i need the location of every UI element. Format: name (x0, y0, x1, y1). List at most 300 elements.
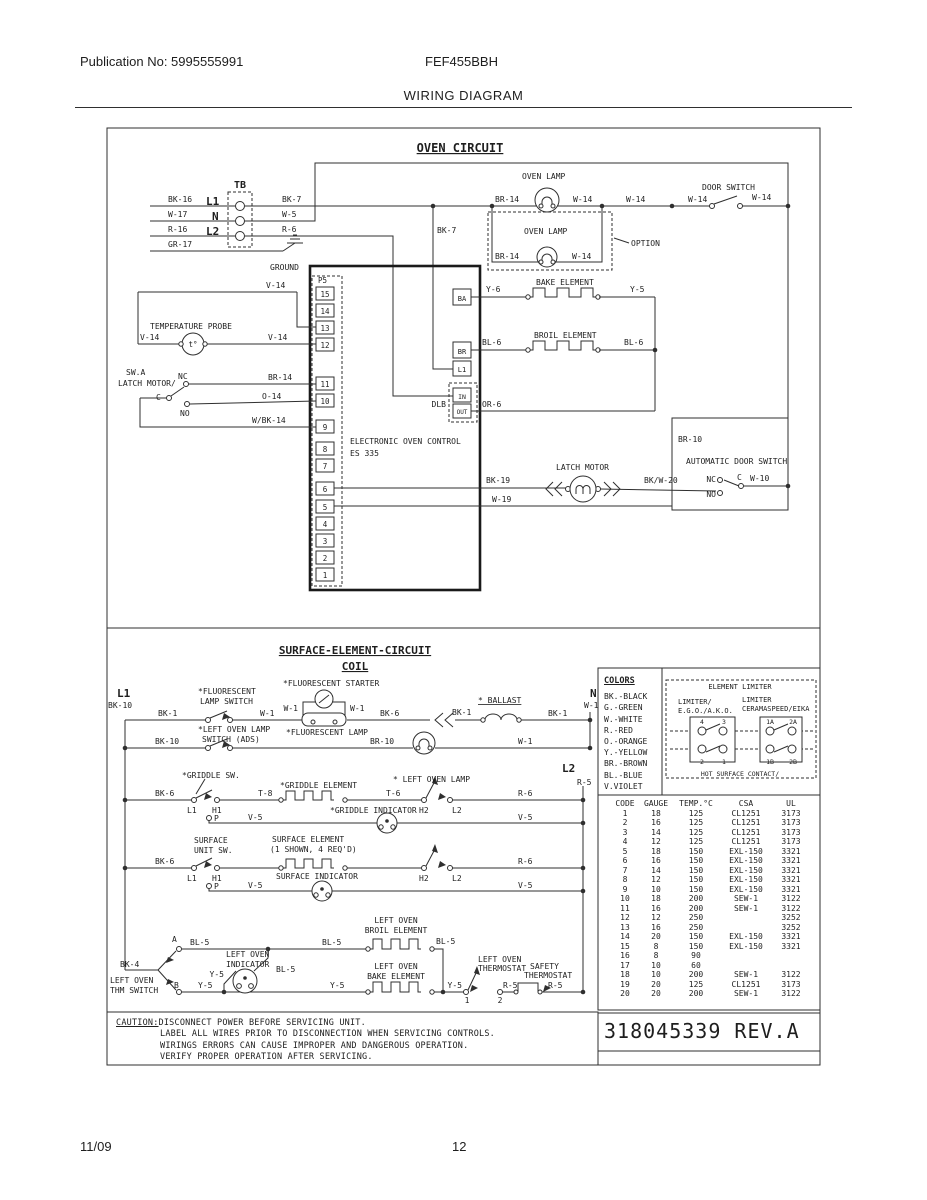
wire-table-cell: 16 (651, 856, 661, 865)
wire-table-cell: 150 (688, 932, 704, 941)
diagram-label: LIMITER/ (678, 698, 712, 706)
diagram-label: *GRIDDLE INDICATOR (330, 806, 417, 815)
wire-table-header-cell: TEMP.°C (679, 799, 713, 808)
diagram-label: 7 (322, 462, 328, 471)
wire-table-cell: 3321 (781, 856, 801, 865)
left-oven-lamp (413, 732, 435, 754)
diagram-label: SWITCH (ADS) (202, 735, 260, 744)
diagram-label: H2 (419, 806, 429, 815)
wire-table-cell: 15 (620, 941, 630, 951)
wire-table-cell: SEW-1 (733, 903, 759, 913)
wire-table-cell: 3321 (781, 884, 801, 894)
diagram-label: BK-1 (452, 708, 472, 717)
diagram-label: BL-5 (276, 965, 296, 974)
wire-table-cell: 6 (622, 856, 628, 865)
diagram-label: LATCH MOTOR (556, 463, 609, 472)
wire-table-row (612, 866, 814, 876)
diagram-label: (1 SHOWN, 4 REQ'D) (270, 845, 357, 854)
wire-table-header (612, 799, 814, 809)
fluorescent-lamp (302, 713, 346, 726)
wire-table-cell: 7 (622, 865, 628, 875)
diagram-label: L2 (452, 874, 462, 883)
diagram-label: TB (233, 180, 247, 191)
diagram-label: W-5 (282, 210, 297, 219)
wire-table-cell: 11 (620, 903, 630, 913)
diagram-label: C (737, 473, 742, 482)
diagram-label: ELECTRONIC OVEN CONTROL (350, 437, 461, 446)
surface-indicator (312, 881, 332, 901)
wire-table-cell: 3321 (781, 865, 801, 875)
wire-table-row (612, 961, 814, 971)
diagram-label: BROIL ELEMENT (534, 331, 597, 340)
diagram-label: R-5 (577, 778, 592, 787)
diagram-label: INDICATOR (226, 960, 270, 969)
wire-table-cell: SEW-1 (733, 989, 759, 998)
wire-table-cell: 16 (620, 951, 630, 960)
diagram-label: L1 (187, 874, 197, 883)
color-code-item: W.-WHITE (604, 714, 643, 724)
diagram-label: N (590, 687, 597, 700)
wire-table-cell: CL1251 (731, 808, 761, 818)
wire-table-cell (718, 961, 774, 971)
wire-table-cell (774, 961, 808, 971)
diagram-label: BR-14 (268, 373, 293, 382)
diagram-label: N (212, 210, 219, 223)
colors-legend-list (604, 691, 658, 792)
diagram-label: BA (457, 295, 467, 303)
wire-table-cell: 150 (688, 884, 704, 894)
diagram-label: 9 (322, 423, 328, 432)
wire-table-cell: 3122 (781, 894, 801, 903)
caution-line: LABEL ALL WIRES PRIOR TO DISCONNECTION WHEN SERVICING CONTROLS. (160, 1029, 495, 1040)
diagram-label: Y-5 (630, 285, 645, 294)
diagram-label: E.G.O./A.K.O. (678, 707, 733, 715)
diagram-label: LEFT OVEN (374, 962, 418, 971)
wire-table-row (612, 885, 814, 895)
wire-table-cell: 18 (651, 808, 661, 818)
diagram-label: BL-5 (322, 938, 342, 947)
diagram-label: 11 (320, 380, 330, 389)
wire-table-cell: 16 (651, 903, 661, 913)
diagram-label: W-17 (168, 210, 188, 219)
diagram-label: V-14 (268, 333, 288, 342)
wire-table-cell: 200 (688, 970, 704, 979)
diagram-label: W-14 (752, 193, 772, 202)
wire-table-cell: 3 (622, 827, 628, 837)
diagram-label: BK-19 (486, 476, 511, 485)
diagram-label: C (156, 393, 161, 402)
wire-table-cell: 20 (651, 932, 661, 941)
ground-symbol (283, 235, 303, 251)
wire-table-cell: 10 (651, 960, 661, 970)
diagram-label: AUTOMATIC DOOR SWITCH (686, 457, 788, 466)
caution-label: CAUTION: (116, 1018, 159, 1028)
diagram-label: NO (180, 409, 190, 418)
wire-table-cell: 3173 (781, 837, 801, 846)
diagram-label: T-6 (386, 789, 401, 798)
diagram-label: * LEFT OVEN LAMP (393, 775, 471, 784)
wire-table-cell: 3173 (781, 827, 801, 837)
fluorescent-lamp-row (125, 711, 590, 727)
diagram-label: SURFACE (194, 836, 228, 845)
diagram-label: 15 (320, 290, 330, 299)
wire-table-cell: 3173 (781, 808, 801, 818)
wire-table-row (612, 904, 814, 914)
wire-table-cell (718, 913, 774, 923)
diagram-label: 1B (766, 758, 774, 766)
caution-text: DISCONNECT POWER BEFORE SERVICING UNIT. (158, 1018, 366, 1028)
caution-line (116, 1018, 592, 1029)
diagram-label: LEFT OVEN (110, 976, 154, 985)
diagram-label: T-8 (258, 789, 273, 798)
diagram-label: BK-16 (168, 195, 193, 204)
model-number: FEF455BBH (425, 54, 498, 69)
wire-table-row (612, 951, 814, 961)
diagram-label: BR-10 (678, 435, 703, 444)
diagram-label: W-14 (572, 252, 592, 261)
color-code-item: BK.-BLACK (604, 692, 648, 702)
diagram-label: NO (706, 490, 716, 499)
wire-table-row (612, 818, 814, 828)
wire-table-row (612, 847, 814, 857)
diagram-label: BR (457, 348, 467, 356)
wire-table-header-cell: CODE (615, 799, 635, 808)
wire-table-cell: 14 (651, 827, 661, 837)
diagram-label: BK-4 (120, 960, 140, 969)
wire-table-cell: EXL-150 (729, 865, 763, 875)
wire-table-cell: 150 (688, 856, 704, 865)
diagram-label: *GRIDDLE SW. (182, 771, 240, 780)
surface-element (283, 859, 334, 868)
wire-table-cell: 3122 (781, 989, 801, 998)
diagram-label: Y-5 (209, 970, 224, 979)
diagram-label: THERMOSTAT (524, 971, 573, 980)
diagram-label: W-1 (584, 701, 599, 710)
diagram-label: 2A (789, 718, 797, 726)
color-code-item: G.-GREEN (604, 703, 643, 713)
diagram-label: W-1 (350, 704, 365, 713)
wire-table-row (612, 837, 814, 847)
diagram-label: SAFETY (530, 962, 559, 971)
diagram-label: W-1 (518, 737, 533, 746)
wire-table-cell: 150 (688, 865, 704, 875)
diagram-label: GROUND (270, 263, 299, 272)
diagram-label: DLB (431, 400, 446, 409)
diagram-label: H1 (212, 874, 222, 883)
wire-table-cell: 250 (688, 913, 704, 922)
diagram-label: L1 (457, 366, 467, 374)
diagram-label: 4 (700, 718, 704, 726)
diagram-label: LATCH MOTOR/ (118, 379, 176, 388)
color-code-item: Y.-YELLOW (604, 748, 648, 758)
diagram-label: 1 (464, 996, 470, 1005)
wire-table-cell: 3321 (781, 875, 801, 884)
griddle-indicator (377, 813, 397, 833)
wire-table-cell (774, 951, 808, 961)
wire-table-body (612, 809, 814, 999)
wire-table-header-cell: UL (786, 799, 796, 808)
diagram-label: OR-6 (482, 400, 502, 409)
color-code-item: V.VIOLET (604, 781, 643, 791)
caution-line: VERIFY PROPER OPERATION AFTER SERVICING. (160, 1051, 373, 1062)
footer-date: 11/09 (80, 1139, 112, 1154)
diagram-label: BR-14 (495, 195, 520, 204)
wire-gauge-table (612, 799, 814, 999)
wire-table-cell: 18 (651, 846, 661, 856)
wire-table-cell: 150 (688, 846, 704, 856)
diagram-label: BK/W-20 (644, 476, 678, 485)
electronic-oven-control (310, 266, 480, 590)
wire-table-cell: 8 (622, 875, 628, 884)
diagram-label: * BALLAST (478, 696, 522, 705)
wire-table-cell: EXL-150 (729, 932, 763, 941)
wire-table-cell: 16 (651, 922, 661, 932)
wire-table-cell: 20 (651, 989, 661, 998)
diagram-label: BK-10 (108, 701, 133, 710)
diagram-label: 12 (320, 341, 330, 350)
wire-table-row (612, 923, 814, 933)
oven-lamp (535, 188, 559, 212)
wire-table-cell: 250 (688, 922, 704, 932)
diagram-label: A (172, 935, 177, 944)
diagram-label: BL-6 (482, 338, 502, 347)
color-code-item: O.-ORANGE (604, 737, 648, 747)
diagram-label: t° (188, 340, 198, 349)
wire-table-cell: 5 (622, 846, 628, 856)
wire-table-cell: 200 (688, 894, 704, 903)
wire-table-cell: SEW-1 (733, 894, 759, 903)
diagram-label: BK-1 (158, 709, 178, 718)
caution-note (116, 1018, 592, 1063)
wire-table-cell: 19 (620, 979, 630, 989)
diagram-label: SURFACE-ELEMENT-CIRCUIT (278, 644, 432, 657)
diagram-label: ELEMENT LIMITER (708, 683, 772, 691)
diagram-label: H2 (419, 874, 429, 883)
diagram-label: 1 (322, 571, 328, 580)
wire-table-cell: 3252 (781, 913, 801, 922)
diagram-label: H1 (212, 806, 222, 815)
diagram-label: BK-6 (155, 789, 175, 798)
diagram-label: 4 (322, 520, 328, 529)
wire-table-row (612, 932, 814, 942)
diagram-label: Y-5 (330, 981, 345, 990)
wire-table-cell: 12 (620, 913, 630, 922)
diagram-label: LEFT OVEN (478, 955, 522, 964)
fluorescent-starter (303, 690, 345, 715)
wire-table-cell (718, 923, 774, 933)
diagram-label: W-14 (626, 195, 646, 204)
diagram-label: BK-10 (155, 737, 180, 746)
wire-table-cell: 125 (688, 827, 704, 837)
diagram-label: BK-6 (155, 857, 175, 866)
wire-table-cell: 1 (622, 808, 628, 818)
diagram-label: 2 (497, 996, 503, 1005)
diagram-label: P (214, 882, 219, 891)
wire-table-row (612, 856, 814, 866)
diagram-label: BAKE ELEMENT (367, 972, 425, 981)
diagram-label: P5 (318, 276, 328, 285)
diagram-label: Y-6 (486, 285, 501, 294)
wire-table-cell: 12 (651, 837, 661, 846)
diagram-label: OPTION (631, 239, 660, 248)
diagram-label: NC (706, 475, 716, 484)
diagram-label: W-14 (573, 195, 593, 204)
diagram-label: R-6 (518, 789, 533, 798)
wire-table-cell: CL1251 (731, 818, 761, 827)
diagram-label: 1A (766, 718, 774, 726)
left-oven-bake-element (370, 982, 421, 992)
wire-table-cell: 18 (620, 970, 630, 979)
diagram-label: V-14 (266, 281, 286, 290)
wire-table-cell: 3321 (781, 941, 801, 951)
diagram-label: BL-6 (624, 338, 644, 347)
wire-table-row (612, 809, 814, 819)
diagram-label: BAKE ELEMENT (536, 278, 594, 287)
option-oven-lamp (488, 212, 629, 270)
wire-table-cell (718, 951, 774, 961)
diagram-label: V-5 (518, 881, 533, 890)
diagram-label: V-5 (248, 813, 263, 822)
wire-table-cell: 8 (653, 951, 659, 960)
diagram-label: SURFACE ELEMENT (272, 835, 345, 844)
diagram-label: 3 (322, 537, 328, 546)
wire-table-cell: 125 (688, 808, 704, 818)
diagram-label: R-5 (503, 981, 518, 990)
diagram-label: THM SWITCH (110, 986, 159, 995)
wire-table-cell: 14 (620, 932, 630, 941)
latch-motor-switch (140, 382, 316, 428)
diagram-label: L2 (206, 225, 220, 238)
diagram-label: *FLUORESCENT STARTER (283, 679, 380, 688)
diagram-label: HOT SURFACE CONTACT/ (700, 770, 780, 778)
diagram-label: TEMPERATURE PROBE (150, 322, 232, 331)
wire-table-row (612, 875, 814, 885)
diagram-label: R-5 (548, 981, 563, 990)
diagram-label: W/BK-14 (252, 416, 286, 425)
wire-table-cell: 18 (651, 894, 661, 903)
wire-table-cell: 150 (688, 875, 704, 884)
wire-table-cell: 3173 (781, 979, 801, 989)
wire-table-cell: EXL-150 (729, 941, 763, 951)
diagram-label: L2 (562, 762, 576, 775)
diagram-label: W-10 (750, 474, 770, 483)
caution-line: WIRINGS ERRORS CAN CAUSE IMPROPER AND DANGEROUS OPERATION. (160, 1040, 469, 1051)
diagram-label: *FLUORESCENT (198, 687, 256, 696)
diagram-label: BR-14 (495, 252, 520, 261)
wire-table-cell: 150 (688, 941, 704, 951)
tb-terminal-block (228, 192, 252, 247)
wire-table-cell: 8 (653, 941, 659, 951)
diagram-label: BROIL ELEMENT (364, 926, 428, 935)
diagram-label: OVEN LAMP (522, 172, 566, 181)
diagram-label: O-14 (262, 392, 282, 401)
wire-table-cell: 20 (651, 979, 661, 989)
diagram-label: LIMITER (742, 696, 772, 704)
left-oven-broil-element (370, 939, 421, 949)
diagram-label: THERMOSTAT (478, 964, 527, 973)
diagram-label: BK-7 (282, 195, 302, 204)
diagram-label: Y-5 (198, 981, 213, 990)
diagram-label: SURFACE INDICATOR (276, 872, 358, 881)
diagram-label: R-6 (282, 225, 297, 234)
diagram-label: LEFT OVEN (226, 950, 270, 959)
wire-table-cell: CL1251 (731, 979, 761, 989)
diagram-label: 2 (700, 758, 704, 766)
wire-table-cell: 20 (620, 989, 630, 998)
diagram-label: L1 (206, 195, 220, 208)
footer-page-number: 12 (452, 1139, 467, 1154)
diagram-label: COIL (341, 660, 369, 673)
wire-table-row (612, 828, 814, 838)
colors-legend (604, 676, 658, 792)
diagram-label: OVEN CIRCUIT (416, 141, 504, 155)
diagram-label: 3 (722, 718, 726, 726)
wire-table-cell: 16 (651, 818, 661, 827)
diagram-label: LEFT OVEN (374, 916, 418, 925)
diagram-label: 14 (320, 307, 330, 316)
diagram-label: 2 (322, 554, 328, 563)
wire-table-cell: 200 (688, 903, 704, 913)
wire-table-cell: 2 (622, 818, 628, 827)
diagram-label: R-6 (518, 857, 533, 866)
diagram-label: Y-5 (447, 981, 462, 990)
diagram-label: *LEFT OVEN LAMP (198, 725, 271, 734)
diagram-label: LAMP SWITCH (200, 697, 253, 706)
diagram-label: BL-5 (436, 937, 456, 946)
wire-table-row (612, 942, 814, 952)
diagram-label: BK-6 (380, 709, 400, 718)
diagram-label: 2B (789, 758, 797, 766)
color-code-item: BL.-BLUE (604, 770, 643, 780)
diagram-label: L2 (452, 806, 462, 815)
diagram-label: BL-5 (190, 938, 210, 947)
diagram-label: 5 (322, 503, 328, 512)
wire-table-cell: 200 (688, 989, 704, 998)
diagram-label: W-14 (688, 195, 708, 204)
diagram-label: L1 (117, 687, 131, 700)
diagram-label: W-1 (283, 704, 298, 713)
door-switch (710, 196, 743, 209)
wire-table-cell: 14 (651, 865, 661, 875)
wire-table-cell: 3173 (781, 818, 801, 827)
diagram-label: *GRIDDLE ELEMENT (280, 781, 358, 790)
diagram-label: DOOR SWITCH (702, 183, 755, 192)
publication-number: Publication No: 5995555991 (80, 54, 244, 69)
diagram-label: W-1 (260, 709, 275, 718)
diagram-label: V-5 (248, 881, 263, 890)
wire-table-header-cell: GAUGE (643, 799, 669, 808)
wire-table-cell: 12 (651, 875, 661, 884)
wire-table-cell: 3252 (781, 922, 801, 932)
wire-table-cell: 60 (691, 960, 701, 970)
wire-table-cell: 12 (651, 913, 661, 922)
wire-table-cell: 17 (620, 960, 630, 970)
wire-table-row (612, 894, 814, 904)
wire-table-cell: EXL-150 (729, 846, 763, 856)
diagram-label: GR-17 (168, 240, 193, 249)
wire-table-cell: EXL-150 (729, 856, 763, 865)
diagram-label: 6 (322, 485, 328, 494)
diagram-label: B (174, 981, 179, 990)
diagram-label: BK-1 (548, 709, 568, 718)
wire-table-cell: 10 (651, 884, 661, 894)
wire-table-cell: 4 (622, 837, 628, 846)
color-code-item: BR.-BROWN (604, 759, 648, 769)
diagram-label: L1 (187, 806, 197, 815)
wire-table-row (612, 970, 814, 980)
diagram-label: *FLUORESCENT LAMP (286, 728, 368, 737)
wire-table-cell: 10 (620, 894, 630, 903)
